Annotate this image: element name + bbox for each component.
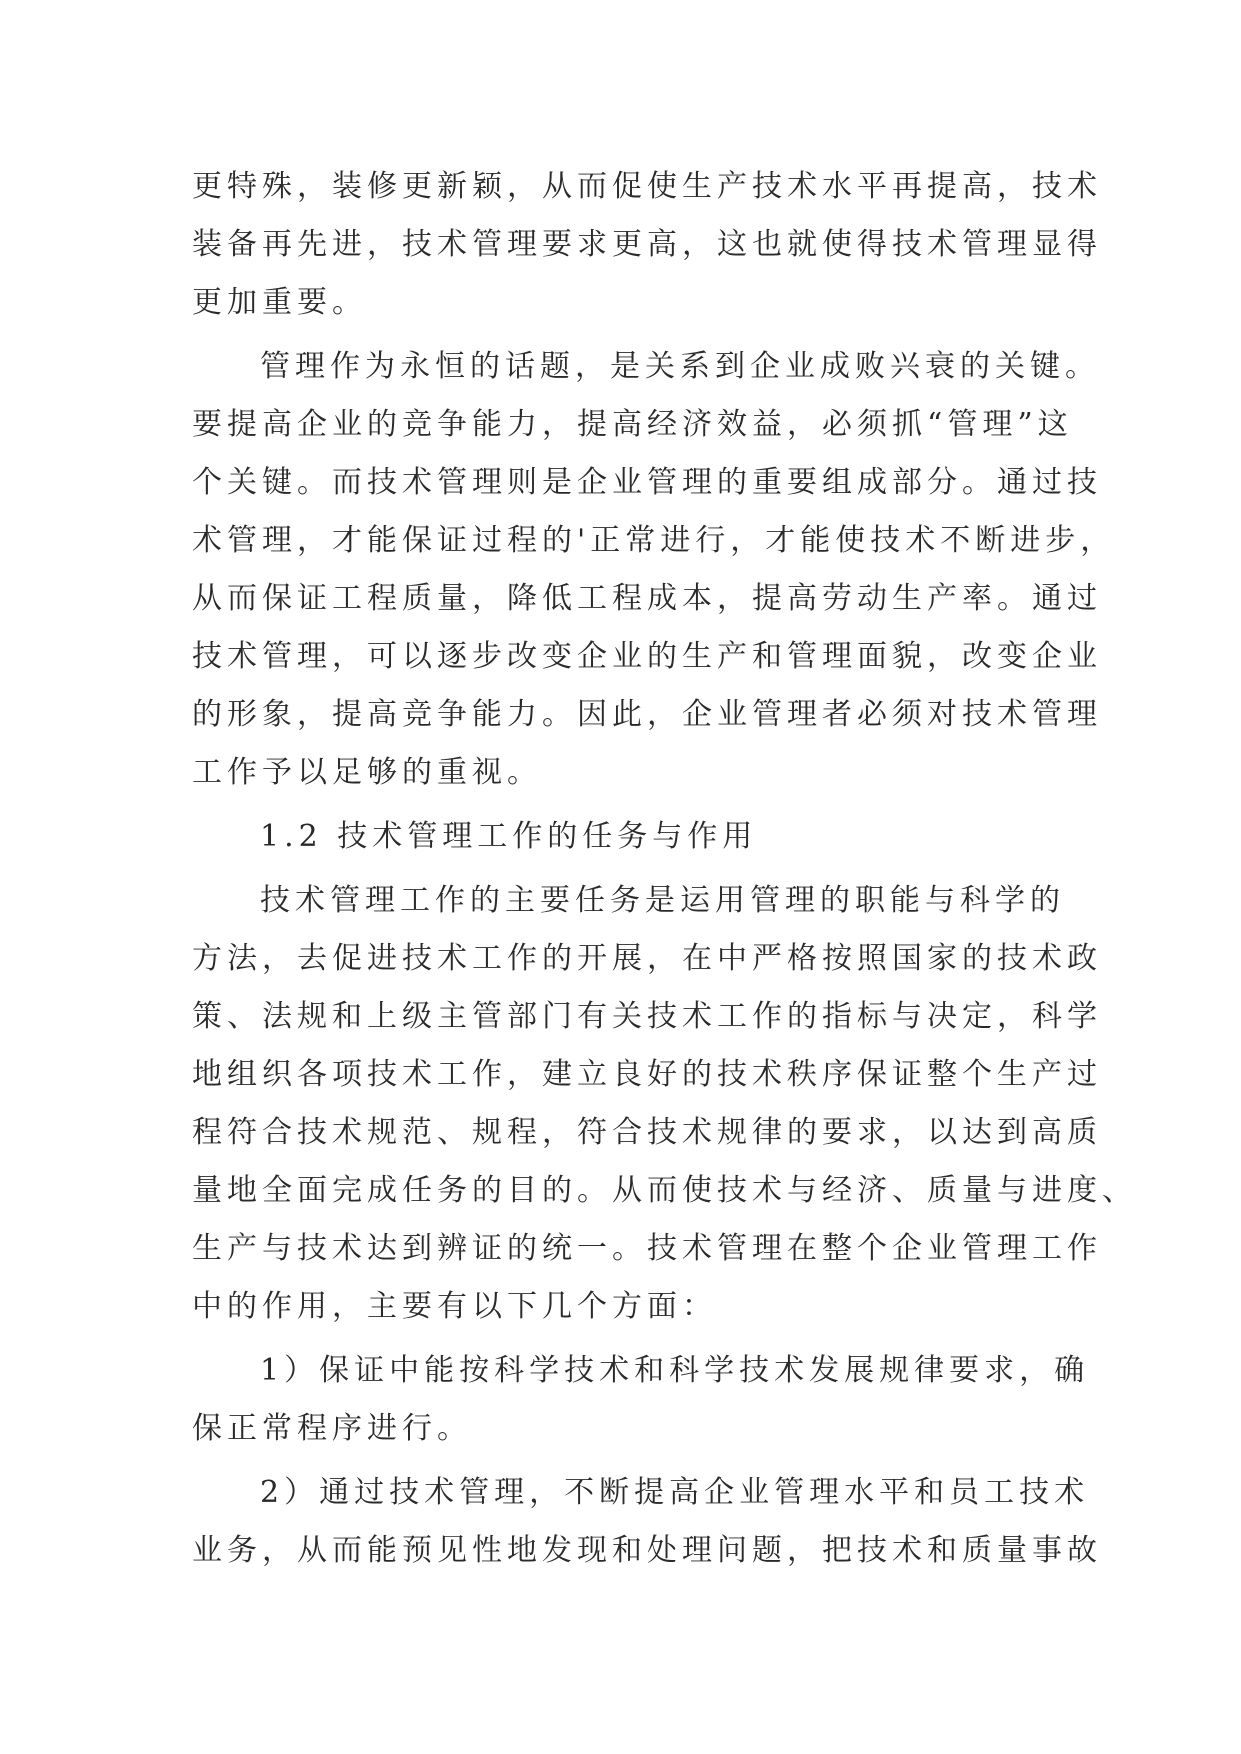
- text-line: 2）通过技术管理，不断提高企业管理水平和员工技术: [260, 1475, 1090, 1510]
- section-title: 1.2 技术管理工作的任务与作用: [260, 819, 758, 854]
- text-line: 中的作用，主要有以下几个方面：: [192, 1289, 717, 1324]
- text-line: 的形象，提高竞争能力。因此，企业管理者必须对技术管理: [192, 697, 1102, 732]
- text-line: 装备再先进，技术管理要求更高，这也就使得技术管理显得: [192, 227, 1102, 262]
- text-line: 工作予以足够的重视。: [192, 755, 542, 790]
- text-line: 个关键。而技术管理则是企业管理的重要组成部分。通过技: [192, 465, 1102, 500]
- document-body: [192, 158, 1137, 1580]
- section-heading: [192, 808, 1052, 866]
- text-line: 技术管理，可以逐步改变企业的生产和管理面貌，改变企业: [192, 639, 1102, 674]
- text-line: 1）保证中能按科学技术和科学技术发展规律要求，确: [260, 1353, 1090, 1388]
- text-line: 量地全面完成任务的目的。从而使技术与经济、质量与进度、: [192, 1173, 1137, 1208]
- list-item-1: [192, 1342, 1090, 1458]
- text-line: 术管理，才能保证过程的'正常进行，才能使技术不断进步，: [192, 523, 1116, 558]
- text-line: 保正常程序进行。: [192, 1411, 472, 1446]
- text-line: 策、法规和上级主管部门有关技术工作的指标与决定，科学: [192, 999, 1102, 1034]
- text-line: 技术管理工作的主要任务是运用管理的职能与科学的: [260, 883, 1065, 918]
- text-line: 程符合技术规范、规程，符合技术规律的要求，以达到高质: [192, 1115, 1102, 1150]
- paragraph-management-importance: [192, 338, 1116, 802]
- text-line: 从而保证工程质量，降低工程成本，提高劳动生产率。通过: [192, 581, 1102, 616]
- text-line: 更加重要。: [192, 285, 367, 320]
- text-line: 更特殊，装修更新颖，从而促使生产技术水平再提高，技术: [192, 169, 1102, 204]
- paragraph-main-tasks: [192, 872, 1137, 1336]
- text-line: 业务，从而能预见性地发现和处理问题，把技术和质量事故: [192, 1533, 1102, 1568]
- text-line: 要提高企业的竞争能力，提高经济效益，必须抓“管理”这: [192, 407, 1073, 442]
- text-line: 管理作为永恒的话题，是关系到企业成败兴衰的关键。: [260, 349, 1100, 384]
- text-line: 生产与技术达到辨证的统一。技术管理在整个企业管理工作: [192, 1231, 1102, 1266]
- text-line: 地组织各项技术工作，建立良好的技术秩序保证整个生产过: [192, 1057, 1102, 1092]
- text-line: 方法，去促进技术工作的开展，在中严格按照国家的技术政: [192, 941, 1102, 976]
- paragraph-decoration-upgrade: [192, 158, 1102, 332]
- list-item-2: [192, 1464, 1102, 1580]
